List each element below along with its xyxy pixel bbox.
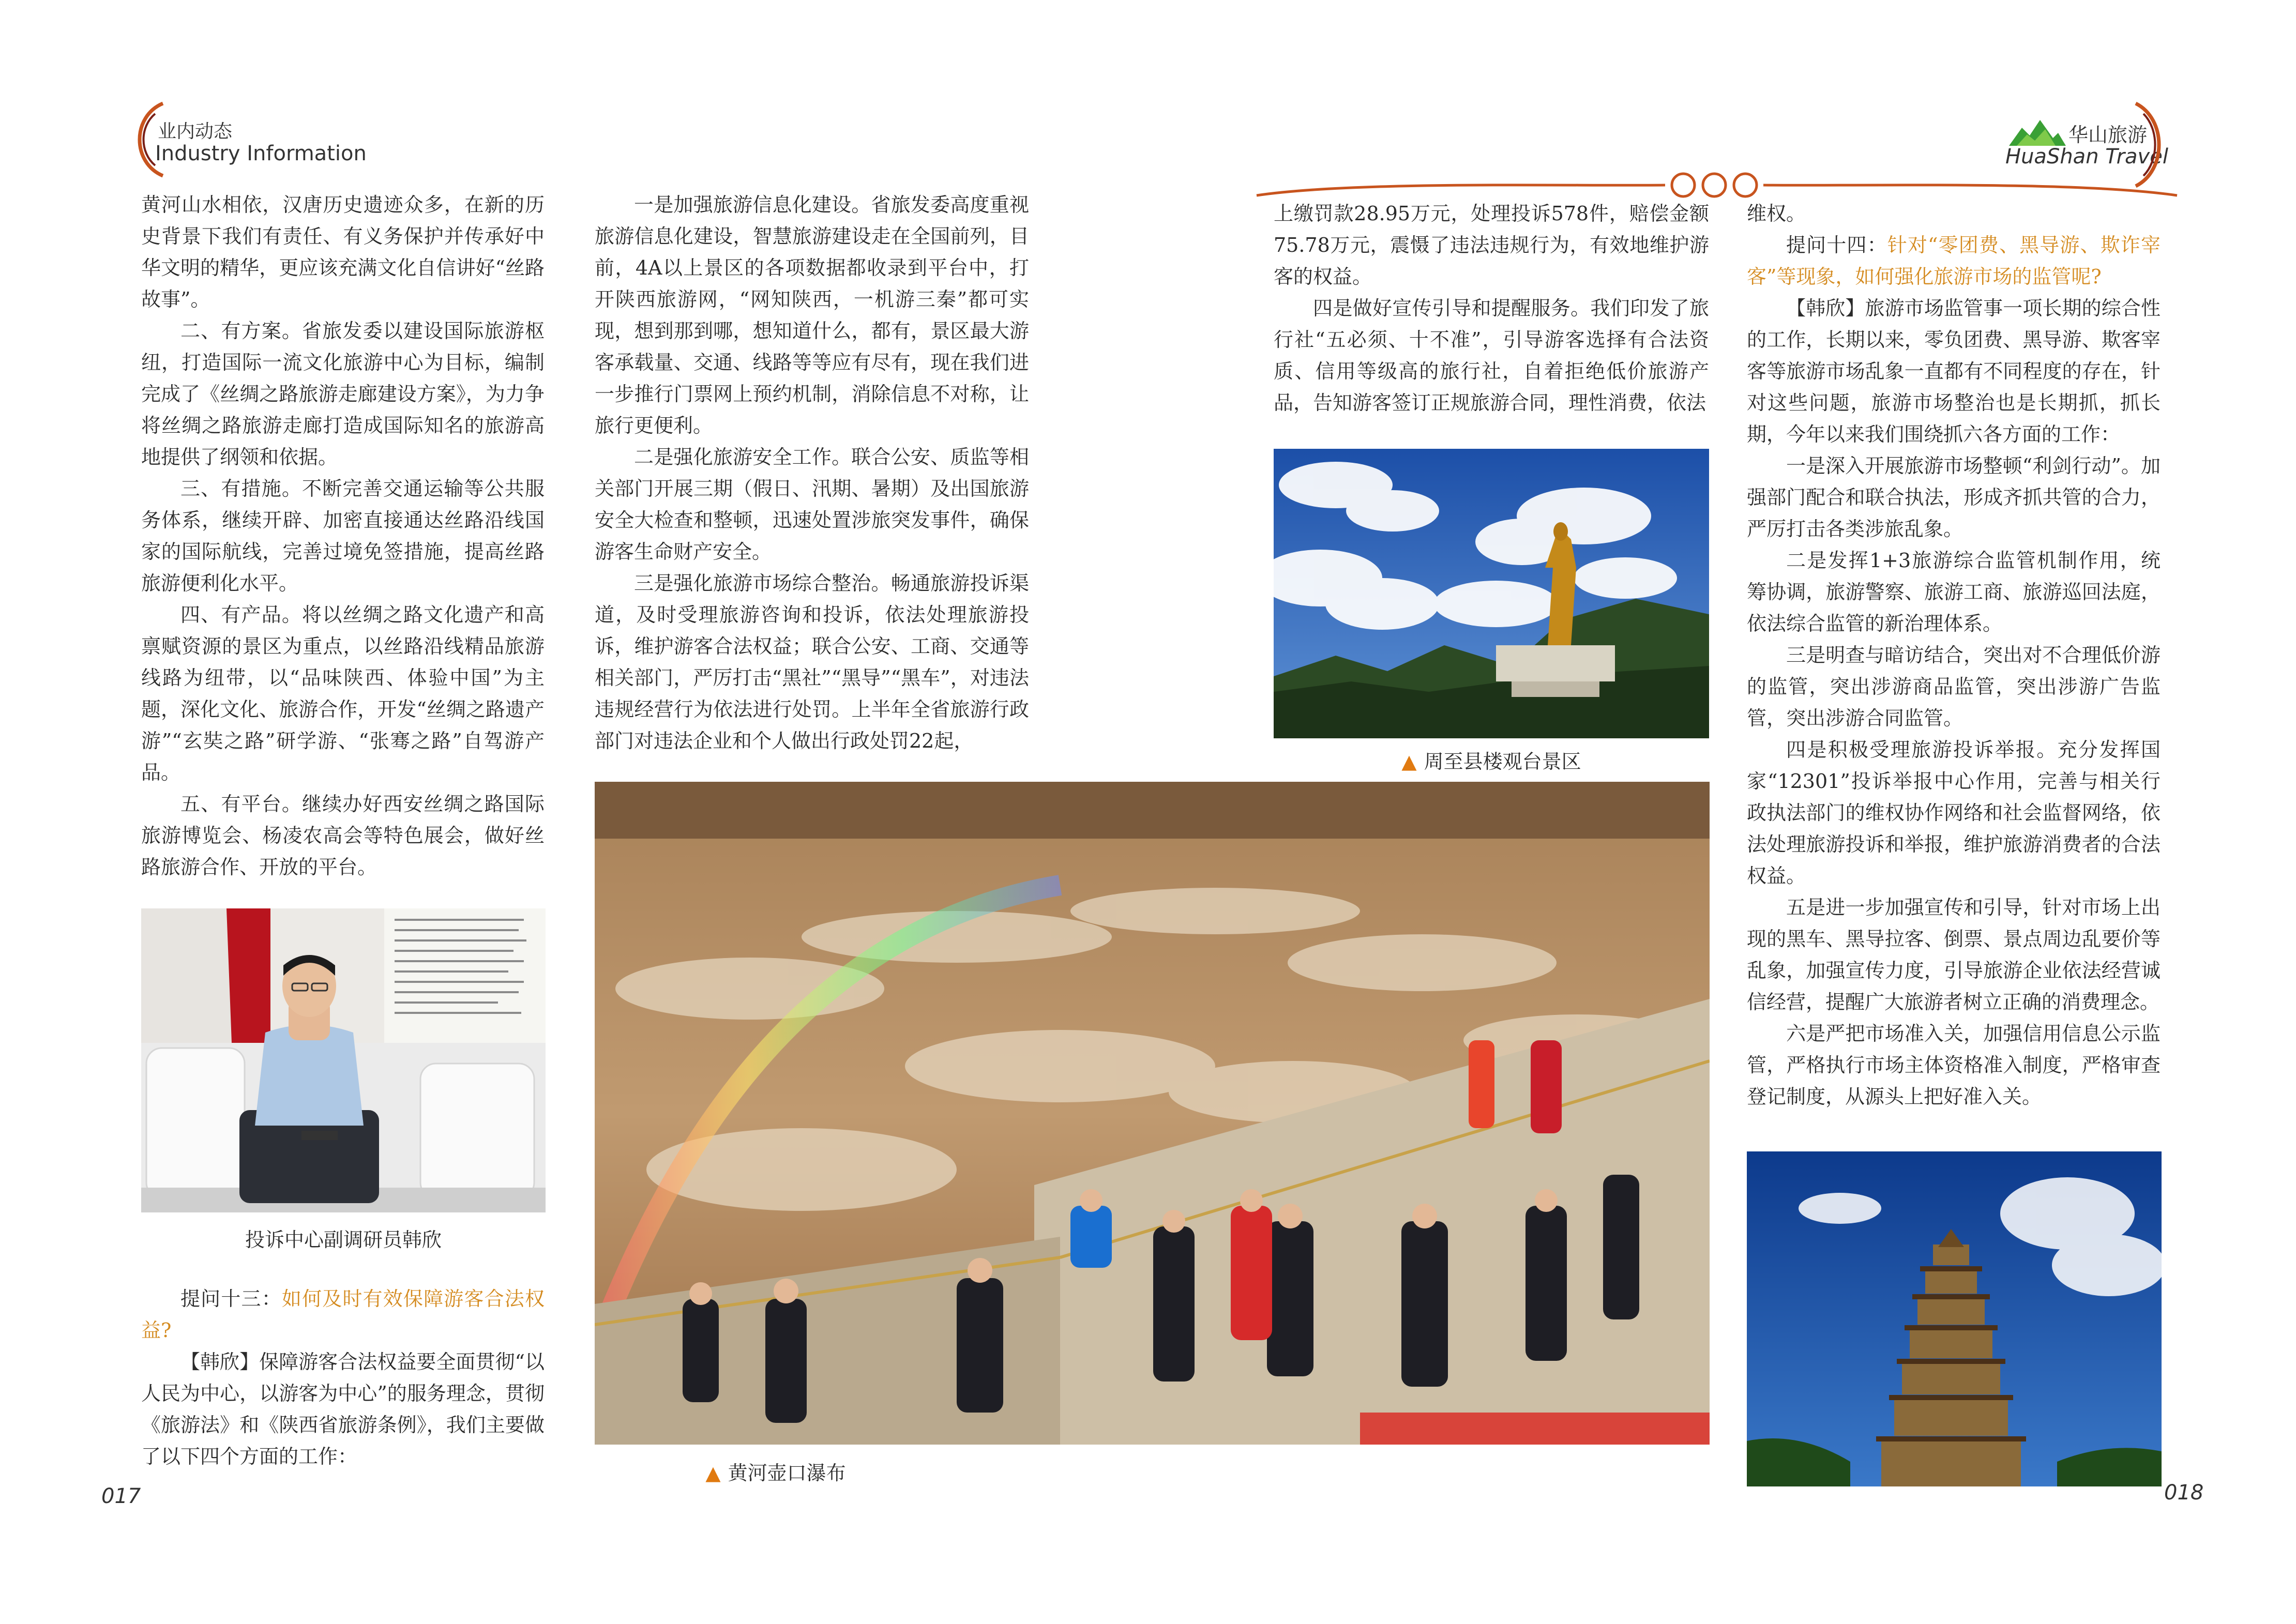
louguantai-photo (1274, 449, 1709, 738)
question-13-label: 提问十三： (180, 1287, 282, 1310)
waterfall-caption-text: 黄河壶口瀑布 (728, 1462, 846, 1484)
hukou-waterfall-photo (595, 782, 1710, 1445)
page-number-left: 017 (101, 1484, 141, 1508)
pagoda-photo (1747, 1151, 2162, 1486)
paragraph: 三是强化旅游市场综合整治。畅通旅游投诉渠道，及时受理旅游咨询和投诉，依法处理旅游投诉，维护游客合法权益；联合公安、工商、交通等相关部门，严厉打击“黑社”“黑导”“黑车”，对违法违规经营行为依法进行处罚。上半年全省旅游行政部门对违法企业和个人做出行政处罚22起， (595, 572, 1029, 752)
speaker-label: 【韩欣】 (180, 1350, 260, 1373)
question-13-text: 如何及时有效保障游客合法权益? (141, 1287, 545, 1342)
question-13-block (141, 1283, 545, 1473)
column-3-text (1274, 198, 1709, 419)
paragraph: 四是积极受理旅游投诉举报。充分发挥国家“12301”投诉举报中心作用，完善与相关行政执法部门的维权协作网络和社会监督网络，依法处理旅游投诉和举报，维护旅游消费者的合法权益。 (1747, 738, 2161, 887)
paragraph: 五是进一步加强宣传和引导，针对市场上出现的黑车、黑导拉客、倒票、景点周边乱要价等乱象，加强宣传力度，引导旅游企业依法经营诚信经营，提醒广大旅游者树立正确的消费理念。 (1747, 896, 2161, 1013)
header-brand-cn: 华山旅游 (2068, 124, 2148, 146)
waterfall-caption (595, 1457, 957, 1485)
answer-14-text: 旅游市场监管事一项长期的综合性的工作，长期以来，零负团费、黑导游、欺客宰客等旅游市场乱象一直都有不同程度的存在，针对这些问题，旅游市场整治也是长期抓，抓长期，今年以来我们围绕抓六各方面的工作： (1747, 297, 2161, 446)
paragraph: 黄河山水相依，汉唐历史遗迹众多，在新的历史背景下我们有责任、有义务保护并传承好中华文明的精华，更应该充满文化自信讲好“丝路故事”。 (141, 193, 545, 311)
louguantai-caption-text: 周至县楼观台景区 (1424, 750, 1581, 773)
question-14-text: 针对“零团费、黑导游、欺诈宰客”等现象，如何强化旅游市场的监管呢? (1747, 234, 2161, 288)
answer-13-text: 保障游客合法权益要全面贯彻“以人民为中心，以游客为中心”的服务理念，贯彻《旅游法》和《陕西省旅游条例》，我们主要做了以下四个方面的工作： (141, 1350, 545, 1468)
triangle-marker-icon: ▲ (705, 1462, 721, 1484)
column-1-text (141, 189, 545, 883)
paragraph: 维权。 (1747, 202, 1806, 225)
paragraph: 四是做好宣传引导和提醒服务。我们印发了旅行社“五必须、十不准”，引导游客选择有合法资质、信用等级高的旅行社，自着拒绝低价旅游产品，告知游客签订正规旅游合同，理性消费，依法 (1274, 297, 1709, 414)
paragraph: 三、有措施。不断完善交通运输等公共服务体系，继续开辟、加密直接通达丝路沿线国家的国际航线，完善过境免签措施，提高丝路旅游便利化水平。 (141, 477, 545, 595)
question-14-label: 提问十四： (1786, 234, 1887, 256)
paragraph: 五、有平台。继续办好西安丝绸之路国际旅游博览会、杨凌农高会等特色展会，做好丝路旅游合作、开放的平台。 (141, 793, 545, 878)
column-2-text (595, 189, 1029, 757)
header-section-cn: 业内动态 (158, 121, 233, 142)
speaker-label: 【韩欣】 (1786, 297, 1865, 320)
divider-rings (1251, 171, 2182, 202)
triangle-marker-icon: ▲ (1401, 750, 1417, 773)
paragraph: 一是加强旅游信息化建设。省旅发委高度重视旅游信息化建设，智慧旅游建设走在全国前列，目前，4A以上景区的各项数据都收录到平台中，打开陕西旅游网，“网知陕西，一机游三秦”都可实现，想到那到哪，想知道什么，都有，景区最大游客承载量、交通、线路等等应有尽有，现在我们进一步推行门票网上预约机制，消除信息不对称，让旅行更便利。 (595, 193, 1029, 437)
interview-photo (141, 908, 546, 1212)
interview-photo-caption: 投诉中心副调研员韩欣 (245, 1228, 442, 1251)
paragraph: 六是严把市场准入关，加强信用信息公示监管，严格执行市场主体资格准入制度，严格审查登记制度，从源头上把好准入关。 (1747, 1022, 2161, 1108)
column-4-text (1747, 198, 2161, 1113)
paragraph: 一是深入开展旅游市场整顿“利剑行动”。加强部门配合和联合执法，形成齐抓共管的合力，严厉打击各类涉旅乱象。 (1747, 454, 2161, 540)
page-number-right: 018 (2164, 1481, 2204, 1505)
louguantai-caption (1274, 746, 1709, 774)
paragraph: 二是强化旅游安全工作。联合公安、质监等相关部门开展三期（假日、汛期、暑期）及出国旅游安全大检查和整顿，迅速处置涉旅突发事件，确保游客生命财产安全。 (595, 446, 1029, 563)
header-section-en: Industry Information (155, 142, 367, 165)
paragraph: 三是明查与暗访结合，突出对不合理低价游的监管，突出涉游商品监管，突出涉游广告监管，突出涉游合同监管。 (1747, 644, 2161, 730)
paragraph: 二是发挥1+3旅游综合监管机制作用，统筹协调，旅游警察、旅游工商、旅游巡回法庭，依法综合监管的新治理体系。 (1747, 549, 2161, 635)
paragraph: 四、有产品。将以丝绸之路文化遗产和高禀赋资源的景区为重点，以丝路沿线精品旅游线路为纽带，以“品味陕西、体验中国”为主题，深化文化、旅游合作，开发“丝绸之路遗产游”“玄奘之路”研学游、“张骞之路”自驾游产品。 (141, 603, 545, 784)
paragraph: 二、有方案。省旅发委以建设国际旅游枢纽，打造国际一流文化旅游中心为目标，编制完成了《丝绸之路旅游走廊建设方案》，为力争将丝绸之路旅游走廊打造成国际知名的旅游高地提供了纲领和依据。 (141, 320, 545, 468)
header-brand-en: HuaShan Travel (2005, 145, 2168, 169)
paragraph: 上缴罚款28.95万元，处理投诉578件，赔偿金额75.78万元，震慑了违法违规行为，有效地维护游客的权益。 (1274, 202, 1709, 288)
